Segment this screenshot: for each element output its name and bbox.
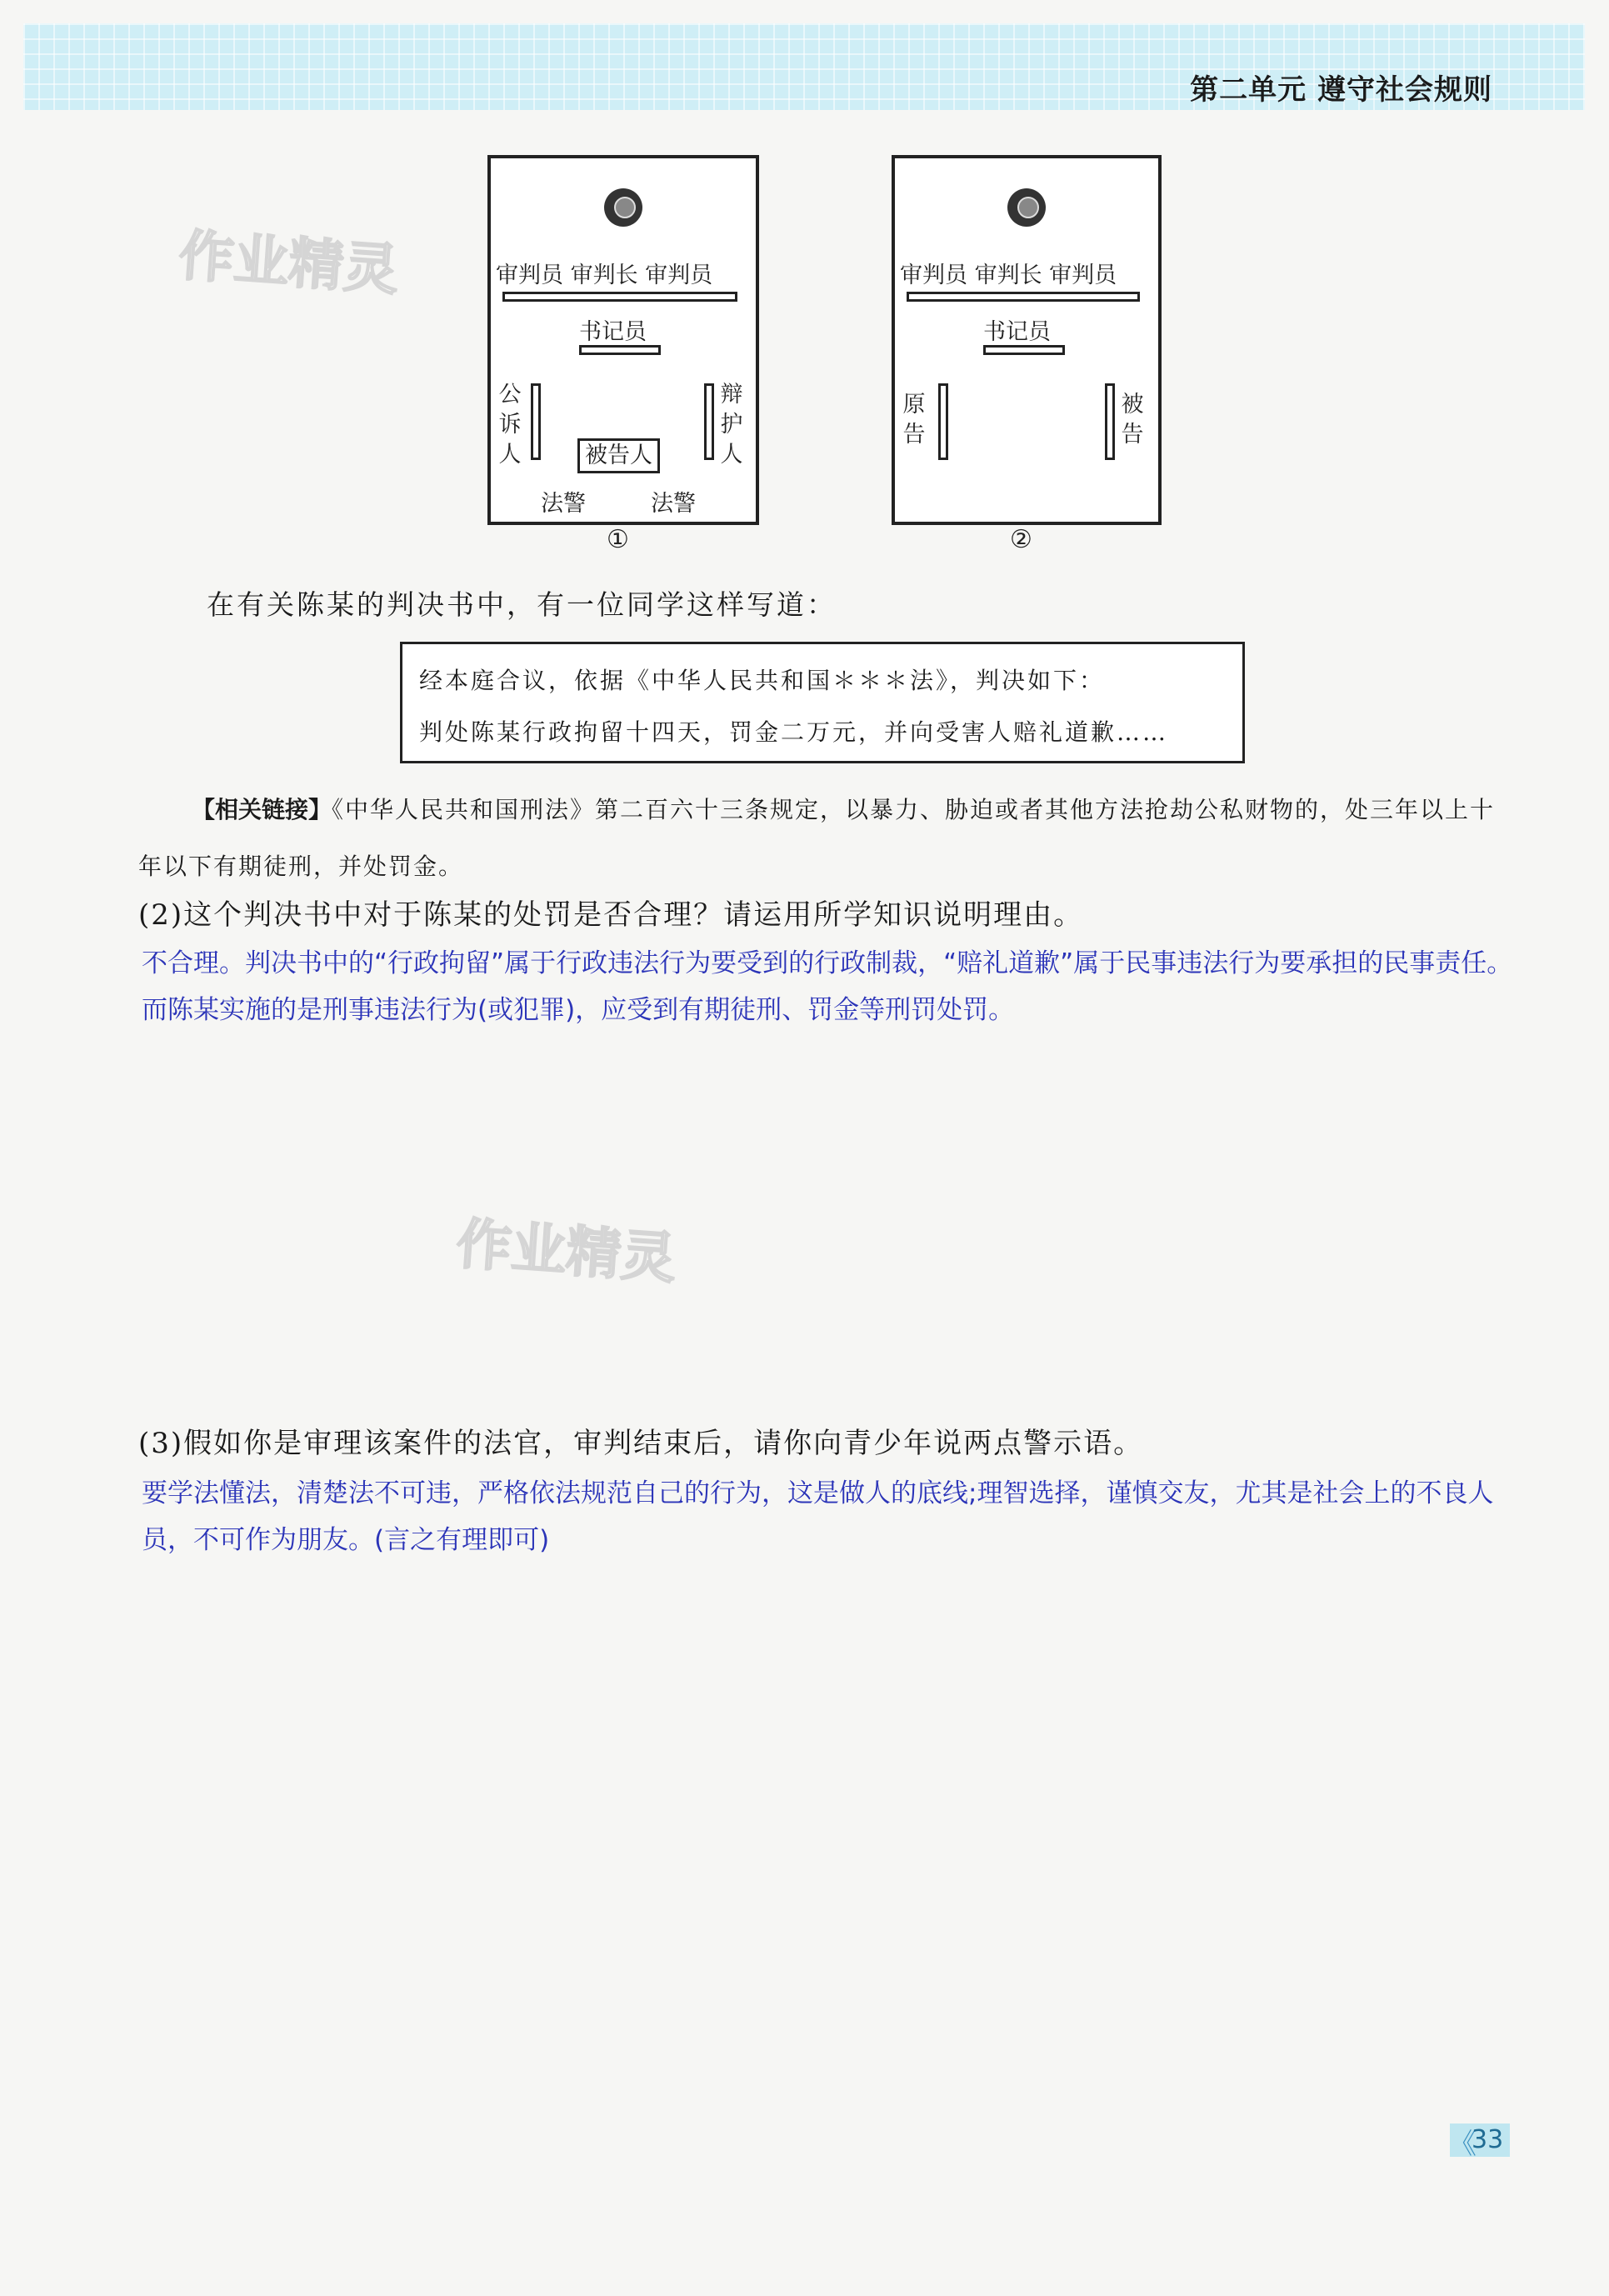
bailiff-left-label: 法警: [541, 491, 586, 517]
clerk-label: 书记员: [579, 319, 647, 345]
plaintiff-desk: [938, 383, 948, 460]
answer-2: 不合理。判决书中的“行政拘留”属于行政违法行为要受到的行政制裁，“赔礼道歉”属于民事违法行为要承担的民事责任。而陈某实施的是刑事违法行为(或犯罪)，应受到有期徒刑、罚金等刑罚处罚。: [142, 948, 1513, 1025]
related-link-text: 《中华人民共和国刑法》第二百六十三条规定，以暴力、胁迫或者其他方法抢劫公私财物的，处三年以上十年以下有期徒刑，并处罚金。: [138, 796, 1496, 880]
national-emblem-icon: [1007, 188, 1046, 227]
national-emblem-icon: [604, 188, 642, 227]
clerk-desk: [579, 345, 661, 355]
unit-title: 第二单元 遵守社会规则: [1190, 73, 1492, 107]
diagram-number-1: ①: [607, 525, 629, 554]
judges-bench: [907, 292, 1140, 302]
defendant-box: 被告人: [577, 438, 660, 473]
related-link-tag: 【相关链接】: [192, 796, 332, 823]
verdict-line-2: 判处陈某行政拘留十四天，罚金二万元，并向受害人赔礼道歉……: [419, 718, 1169, 746]
page-number-tab: [1448, 2123, 1510, 2161]
judges-label: 审判员 审判长 审判员: [900, 263, 1117, 288]
court-diagram-criminal: [487, 155, 759, 525]
prosecutor-label: 公诉人: [498, 382, 522, 468]
intro-line: 在有关陈某的判决书中，有一位同学这样写道：: [207, 588, 837, 621]
defendant-label: 被告: [1121, 392, 1144, 448]
court-diagram-civil: [892, 155, 1162, 525]
diagram-number-2: ②: [1010, 525, 1032, 554]
answer-3: 要学法懂法，清楚法不可违，严格依法规范自己的行为，这是做人的底线;理智选择，谨慎交友，尤其是社会上的不良人员，不可作为朋友。(言之有理即可): [142, 1478, 1494, 1555]
question-2: (2)这个判决书中对于陈某的处罚是否合理？请运用所学知识说明理由。: [138, 898, 1084, 932]
bailiff-right-label: 法警: [651, 491, 696, 517]
question-3: (3)假如你是审理该案件的法官，审判结束后，请你向青少年说两点警示语。: [138, 1427, 1144, 1460]
page-number: 33: [1472, 2125, 1504, 2154]
defender-desk: [704, 383, 714, 460]
defender-label: 辩护人: [720, 382, 743, 468]
clerk-desk: [983, 345, 1065, 355]
watermark: 作业精灵: [454, 1211, 678, 1292]
chevron-left-icon: 《: [1448, 2128, 1477, 2161]
defendant-desk: [1105, 383, 1115, 460]
plaintiff-label: 原告: [902, 392, 926, 448]
verdict-line-1: 经本庭合议，依据《中华人民共和国＊＊＊法》，判决如下：: [419, 667, 1106, 694]
related-link: [138, 782, 1513, 895]
watermark: 作业精灵: [177, 223, 401, 303]
clerk-label: 书记员: [983, 319, 1051, 345]
judges-bench: [502, 292, 737, 302]
verdict-box: [400, 642, 1245, 763]
judges-label: 审判员 审判长 审判员: [496, 263, 713, 288]
prosecutor-desk: [531, 383, 541, 460]
